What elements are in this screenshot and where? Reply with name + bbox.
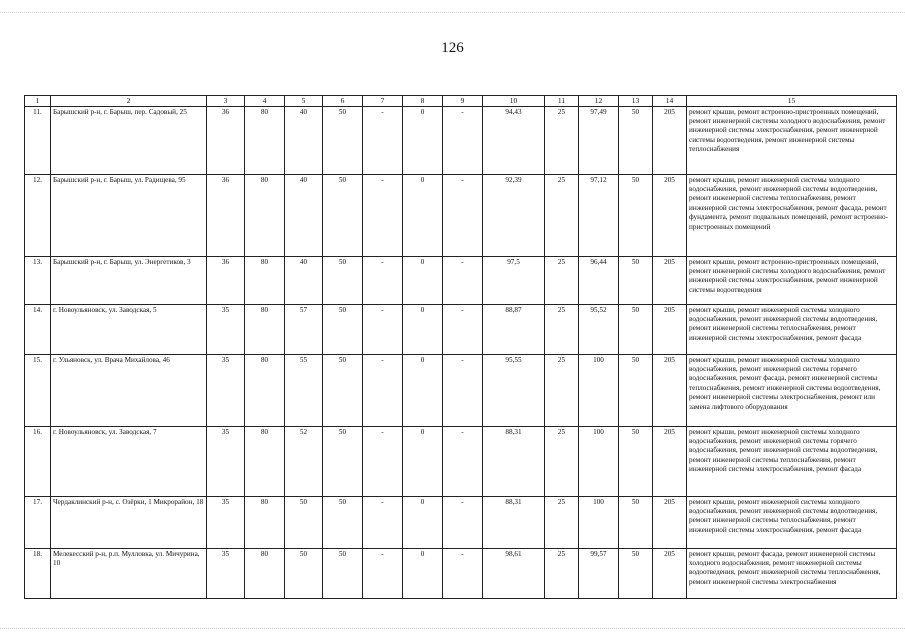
address-cell: Барышский р-н, г. Барыш, пер. Садовый, 25 bbox=[51, 106, 207, 174]
value-cell: 35 bbox=[207, 548, 245, 598]
works-cell: ремонт крыши, ремонт инженерной системы холодного водоснабжения, ремонт инженерной системы водоотведения, ремонт инженерной системы теплоснабжения, ремонт инженерной системы электроснабжения, ремонт фасада bbox=[687, 496, 897, 548]
address-cell: г. Новоульяновск, ул. Заводская, 5 bbox=[51, 304, 207, 354]
value-cell: 88,31 bbox=[483, 426, 545, 496]
value-cell: 80 bbox=[245, 496, 285, 548]
row-number: 16. bbox=[25, 426, 51, 496]
works-cell: ремонт крыши, ремонт инженерной системы холодного водоснабжения, ремонт инженерной системы водоотведения, ремонт инженерной системы теплоснабжения, ремонт инженерной системы электроснабжения, ремонт фасада, ремонт фундамента, ремонт подвальных помещений, ремонт встроенно-пристроенных помещений bbox=[687, 174, 897, 256]
value-cell: 100 bbox=[579, 354, 619, 426]
value-cell: 35 bbox=[207, 354, 245, 426]
table-row bbox=[25, 354, 897, 426]
value-cell: 94,43 bbox=[483, 106, 545, 174]
value-cell: 97,5 bbox=[483, 256, 545, 304]
value-cell: 0 bbox=[403, 354, 443, 426]
value-cell: 40 bbox=[285, 174, 323, 256]
value-cell: 57 bbox=[285, 304, 323, 354]
value-cell: 50 bbox=[323, 174, 363, 256]
value-cell: 25 bbox=[545, 354, 579, 426]
value-cell: 95,55 bbox=[483, 354, 545, 426]
value-cell: - bbox=[443, 304, 483, 354]
value-cell: 50 bbox=[619, 174, 653, 256]
address-cell: Мелекесский р-н, р.п. Мулловка, ул. Мичурина, 10 bbox=[51, 548, 207, 598]
value-cell: 0 bbox=[403, 426, 443, 496]
value-cell: 36 bbox=[207, 256, 245, 304]
table-row bbox=[25, 174, 897, 256]
table-row bbox=[25, 426, 897, 496]
value-cell: 50 bbox=[323, 496, 363, 548]
value-cell: 25 bbox=[545, 548, 579, 598]
works-cell: ремонт крыши, ремонт встроенно-пристроенных помещений, ремонт инженерной системы холодного водоснабжения, ремонт инженерной системы электроснабжения, ремонт инженерной системы водоотведения bbox=[687, 256, 897, 304]
works-cell: ремонт крыши, ремонт инженерной системы холодного водоснабжения, ремонт инженерной системы горячего водоснабжения, ремонт инженерной системы водоотведения, ремонт инженерной системы теплоснабжения, ремонт инженерной системы электроснабжения, ремонт фасада bbox=[687, 426, 897, 496]
scan-edge-top bbox=[0, 0, 905, 13]
value-cell: 80 bbox=[245, 304, 285, 354]
col-header: 7 bbox=[363, 96, 403, 107]
value-cell: 25 bbox=[545, 426, 579, 496]
value-cell: 97,12 bbox=[579, 174, 619, 256]
col-header: 5 bbox=[285, 96, 323, 107]
scan-edge-bottom bbox=[0, 628, 905, 630]
row-number: 18. bbox=[25, 548, 51, 598]
value-cell: 50 bbox=[323, 256, 363, 304]
header-row bbox=[25, 96, 897, 107]
value-cell: - bbox=[443, 354, 483, 426]
address-cell: г. Ульяновск, ул. Врача Михайлова, 46 bbox=[51, 354, 207, 426]
col-header: 11 bbox=[545, 96, 579, 107]
value-cell: - bbox=[363, 106, 403, 174]
value-cell: 100 bbox=[579, 496, 619, 548]
table-row bbox=[25, 106, 897, 174]
row-number: 12. bbox=[25, 174, 51, 256]
value-cell: - bbox=[363, 174, 403, 256]
value-cell: 80 bbox=[245, 354, 285, 426]
value-cell: 205 bbox=[653, 354, 687, 426]
row-number: 15. bbox=[25, 354, 51, 426]
value-cell: 25 bbox=[545, 106, 579, 174]
value-cell: 0 bbox=[403, 496, 443, 548]
value-cell: 36 bbox=[207, 174, 245, 256]
col-header: 13 bbox=[619, 96, 653, 107]
value-cell: - bbox=[363, 304, 403, 354]
table-row bbox=[25, 496, 897, 548]
value-cell: 40 bbox=[285, 256, 323, 304]
value-cell: - bbox=[363, 548, 403, 598]
value-cell: 88,31 bbox=[483, 496, 545, 548]
value-cell: 50 bbox=[323, 304, 363, 354]
value-cell: 205 bbox=[653, 426, 687, 496]
value-cell: 96,44 bbox=[579, 256, 619, 304]
value-cell: 88,87 bbox=[483, 304, 545, 354]
value-cell: 25 bbox=[545, 174, 579, 256]
col-header: 1 bbox=[25, 96, 51, 107]
value-cell: 98,61 bbox=[483, 548, 545, 598]
value-cell: - bbox=[443, 106, 483, 174]
value-cell: 50 bbox=[619, 304, 653, 354]
works-cell: ремонт крыши, ремонт встроенно-пристроенных помещений, ремонт инженерной системы холодного водоснабжения, ремонт инженерной системы электроснабжения, ремонт инженерной системы водоотведения, ремонт инженерной системы теплоснабжения bbox=[687, 106, 897, 174]
value-cell: - bbox=[363, 354, 403, 426]
value-cell: 25 bbox=[545, 496, 579, 548]
col-header: 2 bbox=[51, 96, 207, 107]
value-cell: 205 bbox=[653, 106, 687, 174]
value-cell: 35 bbox=[207, 426, 245, 496]
value-cell: - bbox=[443, 174, 483, 256]
value-cell: 50 bbox=[619, 496, 653, 548]
row-number: 14. bbox=[25, 304, 51, 354]
value-cell: 0 bbox=[403, 174, 443, 256]
value-cell: 0 bbox=[403, 106, 443, 174]
value-cell: 100 bbox=[579, 426, 619, 496]
table-row bbox=[25, 304, 897, 354]
works-cell: ремонт крыши, ремонт фасада, ремонт инженерной системы холодного водоснабжения, ремонт инженерной системы водоотведения, ремонт инженерной системы теплоснабжения, ремонт инженерной системы электроснабжения bbox=[687, 548, 897, 598]
value-cell: 50 bbox=[323, 354, 363, 426]
value-cell: 80 bbox=[245, 174, 285, 256]
col-header: 4 bbox=[245, 96, 285, 107]
value-cell: 0 bbox=[403, 548, 443, 598]
value-cell: 50 bbox=[619, 354, 653, 426]
value-cell: - bbox=[363, 256, 403, 304]
value-cell: 99,57 bbox=[579, 548, 619, 598]
value-cell: 50 bbox=[323, 548, 363, 598]
value-cell: 0 bbox=[403, 304, 443, 354]
table-row bbox=[25, 548, 897, 598]
value-cell: 25 bbox=[545, 304, 579, 354]
value-cell: 50 bbox=[619, 426, 653, 496]
value-cell: 25 bbox=[545, 256, 579, 304]
value-cell: 205 bbox=[653, 496, 687, 548]
value-cell: 0 bbox=[403, 256, 443, 304]
works-cell: ремонт крыши, ремонт инженерной системы холодного водоснабжения, ремонт инженерной системы горячего водоснабжения, ремонт фасада, ремонт инженерной системы теплоснабжения, ремонт инженерной системы водоотведения, ремонт инженерной системы электроснабжения, ремонт или замена лифтового оборудования bbox=[687, 354, 897, 426]
col-header: 8 bbox=[403, 96, 443, 107]
col-header: 9 bbox=[443, 96, 483, 107]
value-cell: - bbox=[363, 496, 403, 548]
address-cell: г. Новоульяновск, ул. Заводская, 7 bbox=[51, 426, 207, 496]
value-cell: 92,39 bbox=[483, 174, 545, 256]
value-cell: 80 bbox=[245, 256, 285, 304]
address-cell: Барышский р-н, г. Барыш, ул. Радищева, 95 bbox=[51, 174, 207, 256]
col-header: 12 bbox=[579, 96, 619, 107]
value-cell: 97,49 bbox=[579, 106, 619, 174]
value-cell: - bbox=[443, 496, 483, 548]
value-cell: 205 bbox=[653, 256, 687, 304]
row-number: 17. bbox=[25, 496, 51, 548]
col-header: 10 bbox=[483, 96, 545, 107]
value-cell: 50 bbox=[619, 548, 653, 598]
value-cell: 40 bbox=[285, 106, 323, 174]
value-cell: 35 bbox=[207, 496, 245, 548]
value-cell: 50 bbox=[285, 496, 323, 548]
value-cell: 50 bbox=[285, 548, 323, 598]
value-cell: 80 bbox=[245, 426, 285, 496]
value-cell: 50 bbox=[323, 106, 363, 174]
col-header: 3 bbox=[207, 96, 245, 107]
value-cell: 80 bbox=[245, 548, 285, 598]
value-cell: 36 bbox=[207, 106, 245, 174]
value-cell: 50 bbox=[323, 426, 363, 496]
address-cell: Барышский р-н, г. Барыш, ул. Энергетиков, 3 bbox=[51, 256, 207, 304]
value-cell: 95,52 bbox=[579, 304, 619, 354]
page-number: 126 bbox=[441, 40, 464, 56]
table-row bbox=[25, 256, 897, 304]
col-header: 6 bbox=[323, 96, 363, 107]
row-number: 11. bbox=[25, 106, 51, 174]
value-cell: 205 bbox=[653, 548, 687, 598]
value-cell: 52 bbox=[285, 426, 323, 496]
value-cell: 50 bbox=[619, 256, 653, 304]
value-cell: 80 bbox=[245, 106, 285, 174]
value-cell: - bbox=[443, 426, 483, 496]
value-cell: - bbox=[363, 426, 403, 496]
col-header: 15 bbox=[687, 96, 897, 107]
col-header: 14 bbox=[653, 96, 687, 107]
value-cell: 35 bbox=[207, 304, 245, 354]
value-cell: 205 bbox=[653, 304, 687, 354]
value-cell: - bbox=[443, 256, 483, 304]
value-cell: 205 bbox=[653, 174, 687, 256]
works-cell: ремонт крыши, ремонт инженерной системы холодного водоснабжения, ремонт инженерной системы водоотведения, ремонт инженерной системы теплоснабжения, ремонт инженерной системы электроснабжения, ремонт фасада bbox=[687, 304, 897, 354]
repair-register-table bbox=[24, 95, 897, 599]
value-cell: - bbox=[443, 548, 483, 598]
row-number: 13. bbox=[25, 256, 51, 304]
address-cell: Чердаклинский р-н, с. Озёрки, 1 Микрорайон, 18 bbox=[51, 496, 207, 548]
value-cell: 55 bbox=[285, 354, 323, 426]
value-cell: 50 bbox=[619, 106, 653, 174]
